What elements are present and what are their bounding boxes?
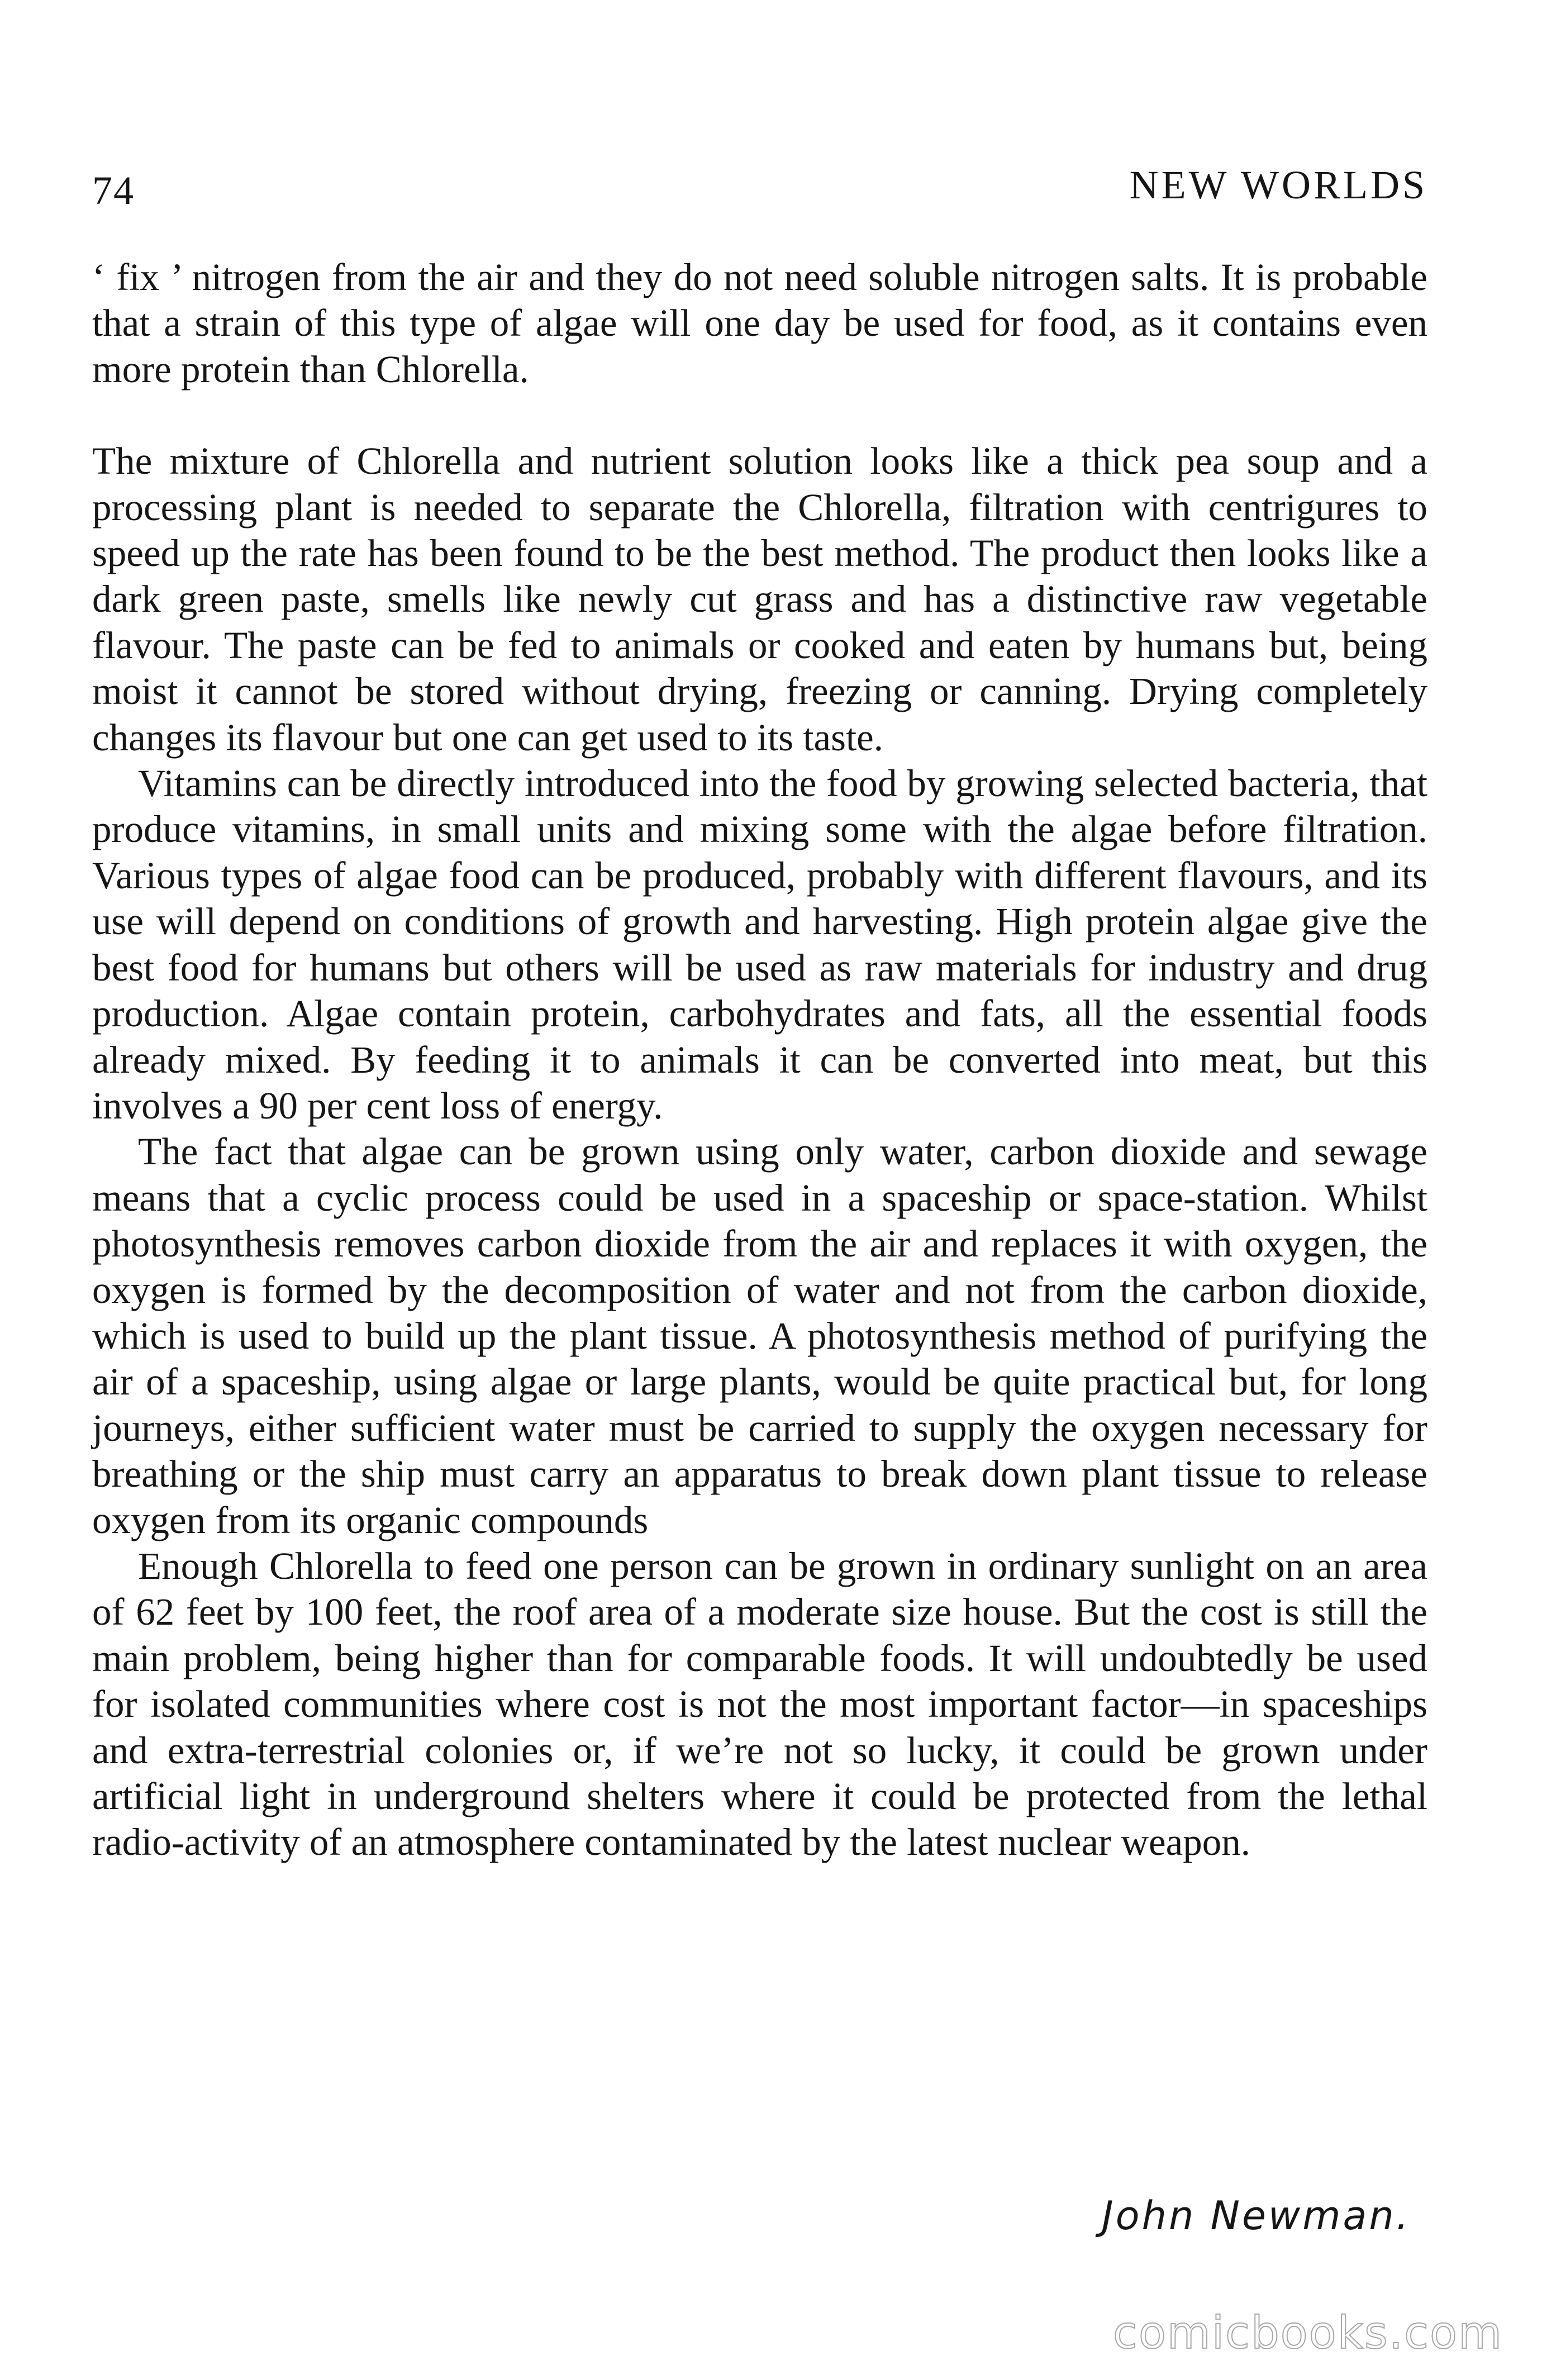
running-title: NEW WORLDS [1129,163,1427,207]
watermark: comicbooks.com [1112,2307,1503,2359]
paragraph-vitamins: Vitamins can be directly introduced into the food by growing selected bacteria, that produce vitamins, in small units and mixing some with the algae before filtration. Various types of algae food can be produced, probably with different flavours, and its use will depend on conditions of growth and harvesting. High protein algae give the best food for humans but others will be used as raw materials for industry and drug production. Algae contain protein, carbohydrates and fats, all the essential foods already mixed. By feeding it to animals it can be converted into meat, but this involves a 90 per cent loss of energy. [92,762,1427,1127]
paragraph-continued: ‘ fix ’ nitrogen from the air and they do not need soluble nitrogen salts. It is probable that a strain of this type of algae will one day be used for food, as it contains even more protein than Chlorella. [92,256,1427,391]
page-number: 74 [92,168,135,213]
paragraph-spaceship: The fact that algae can be grown using only water, carbon dioxide and sewage means that a cyclic process could be used in a spaceship or space-station. Whilst photosynthesis removes carbon dioxide from the air and replaces it with oxygen, the oxygen is formed by the decomposition of water and not from the carbon dioxide, which is used to build up the plant tissue. A photosynthesis method of purifying the air of a spaceship, using algae or large plants, would be quite practical but, for long journeys, either sufficient water must be carried to supply the oxygen necessary for breathing or the ship must carry an apparatus to break down plant tissue to release oxygen from its organic compounds [92,1130,1427,1541]
article-body [92,254,1427,1865]
page-header [92,162,1427,223]
paragraph-cost: Enough Chlorella to feed one person can be grown in ordinary sunlight on an area of 62 feet by 100 feet, the roof area of a moderate size house. But the cost is still the main problem, being higher than for comparable foods. It will undoubtedly be used for isolated communities where cost is not the most important factor—in spaceships and extra-terrestrial colonies or, if we’re not so lucky, it could be grown under artificial light in underground shelters where it could be protected from the lethal radio-activity of an atmosphere contaminated by the latest nuclear weapon. [92,1544,1427,1864]
paragraph-processing: The mixture of Chlorella and nutrient solution looks like a thick pea soup and a processing plant is needed to separate the Chlorella, filtration with centrigures to speed up the rate has been found to be the best method. The product then looks like a dark green paste, smells like newly cut grass and has a distinctive raw vegetable flavour. The paste can be fed to animals or cooked and eaten by humans but, being moist it cannot be stored without drying, freezing or canning. Drying completely changes its flavour but one can get used to its taste. [92,440,1427,759]
author-signature: John Newman. [1102,2193,1411,2239]
